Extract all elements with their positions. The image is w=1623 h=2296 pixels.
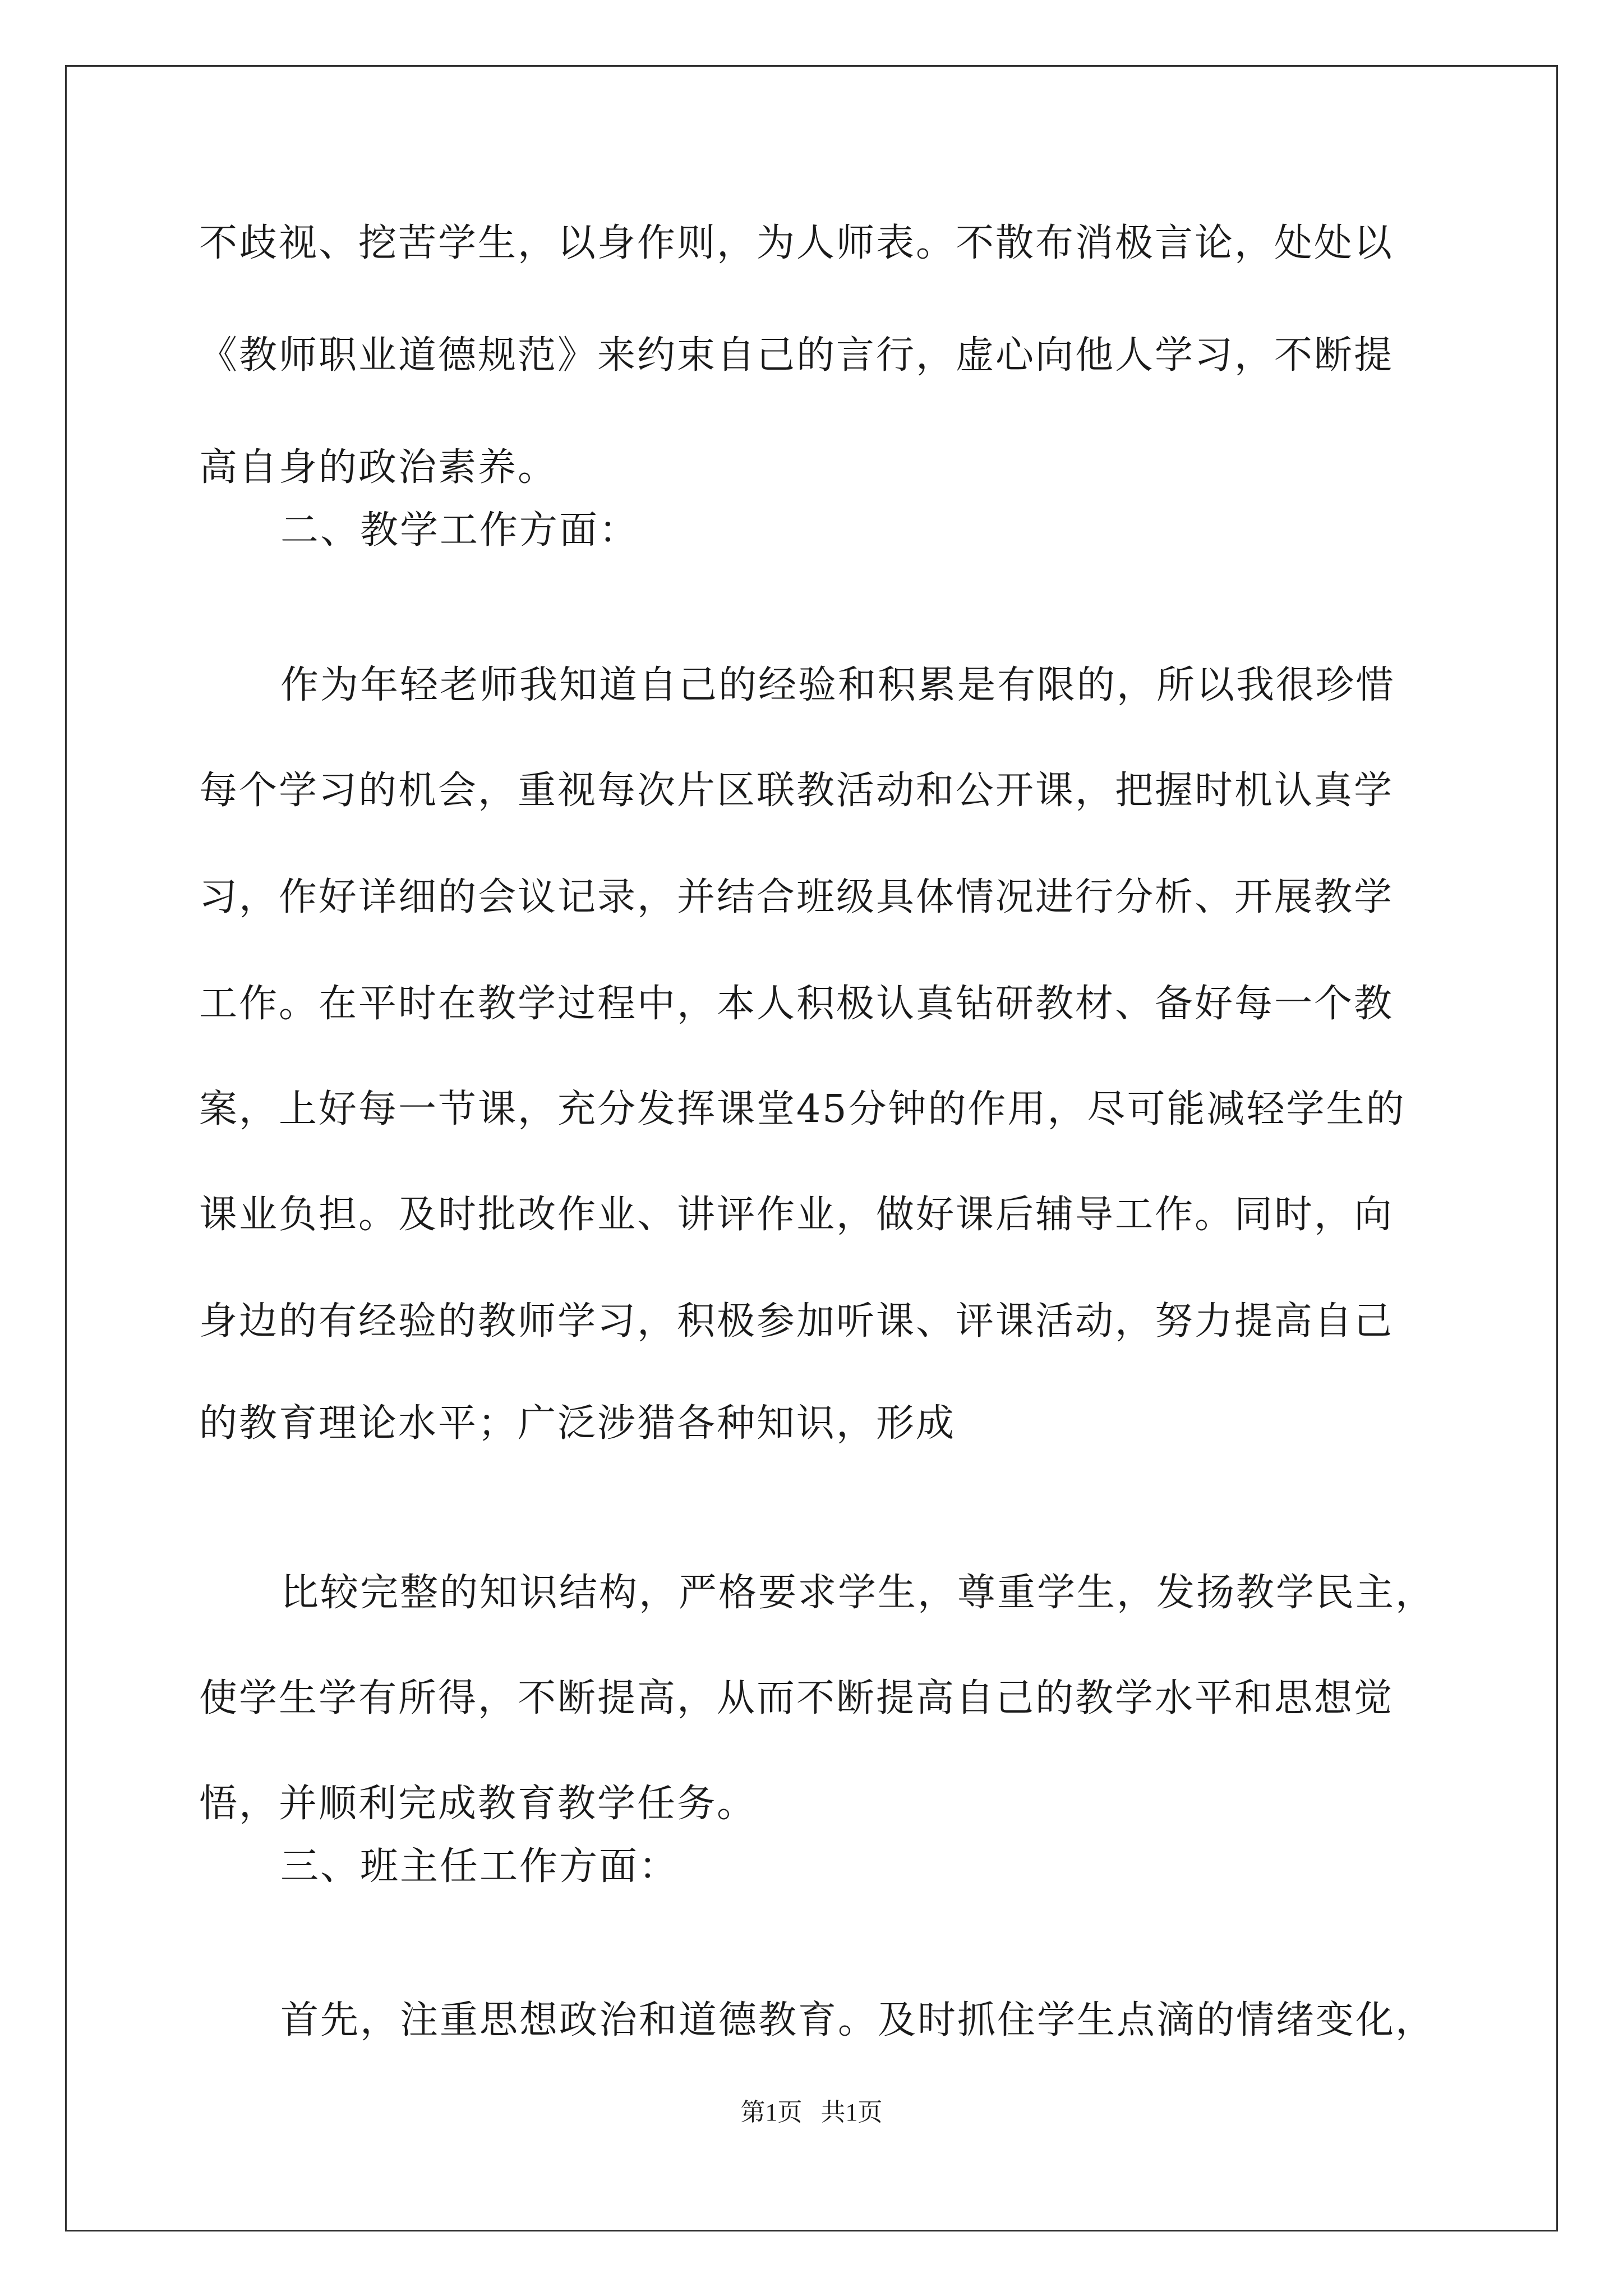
text-line: 比较完整的知识结构，严格要求学生，尊重学生，发扬教学民主，: [280, 1571, 1436, 1615]
text-line: 身边的有经验的教师学习，积极参加听课、评课活动，努力提高自己: [199, 1299, 1394, 1343]
text-line: 使学生学有所得，不断提高，从而不断提高自己的教学水平和思想觉: [199, 1676, 1394, 1720]
text-line: 的教育理论水平；广泛涉猎各种知识，形成: [199, 1401, 956, 1446]
text-line: 习，作好详细的会议记录，并结合班级具体情况进行分析、开展教学: [199, 875, 1394, 919]
text-line: 作为年轻老师我知道自己的经验和积累是有限的，所以我很珍惜: [280, 663, 1396, 707]
page-border: [65, 65, 1558, 2231]
page-number: 第1页 共1页: [740, 2099, 883, 2126]
text-line: 悟，并顺利完成教育教学任务。: [199, 1782, 757, 1826]
text-line: 每个学习的机会，重视每次片区联教活动和公开课，把握时机认真学: [199, 769, 1394, 813]
text-line: 工作。在平时在教学过程中，本人积极认真钻研教材、备好每一个教: [199, 982, 1394, 1026]
text-line: 不歧视、挖苦学生，以身作则，为人师表。不散布消极言论，处处以: [199, 221, 1394, 265]
text-line: 《教师职业道德规范》来约束自己的言行，虚心向他人学习，不断提: [199, 333, 1394, 378]
text-line: 课业负担。及时批改作业、讲评作业，做好课后辅导工作。同时，向: [199, 1193, 1394, 1237]
text-line: 首先，注重思想政治和道德教育。及时抓住学生点滴的情绪变化，: [280, 1998, 1436, 2042]
section-heading: 三、班主任工作方面：: [280, 1844, 679, 1889]
section-heading: 二、教学工作方面：: [280, 508, 639, 553]
text-line: 高自身的政治素养。: [199, 445, 558, 490]
text-line: 案，上好每一节课，充分发挥课堂45分钟的作用，尽可能减轻学生的: [199, 1087, 1406, 1131]
